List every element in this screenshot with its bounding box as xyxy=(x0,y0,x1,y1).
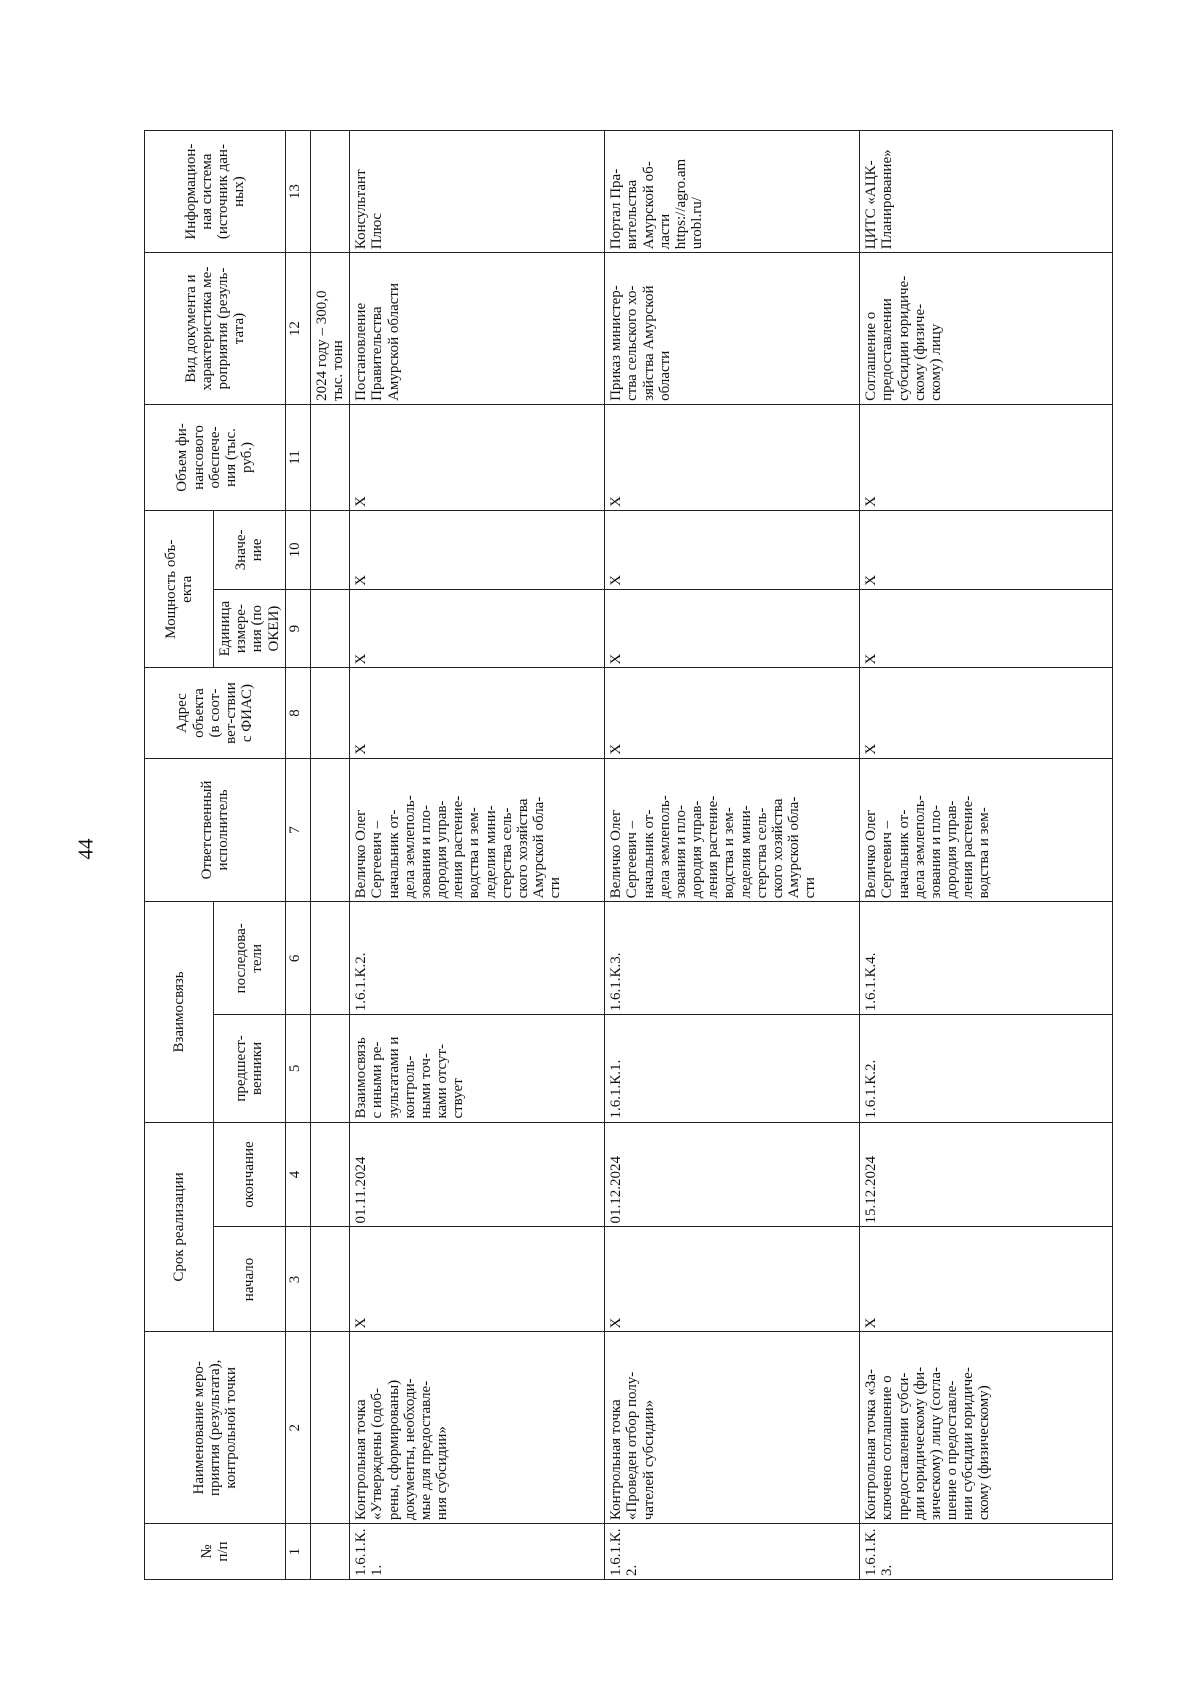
cell-doc-type: Постановление Правительства Амурской области xyxy=(350,253,605,405)
column-number: 5 xyxy=(285,1015,310,1122)
header-row-1 xyxy=(145,131,214,1580)
column-number: 8 xyxy=(285,668,310,758)
header-cap-value: Значе- ние xyxy=(214,511,286,590)
header-num: № п/п xyxy=(145,1524,286,1580)
cell-address: X xyxy=(860,668,1113,758)
cell-end: 01.12.2024 xyxy=(605,1122,860,1227)
column-number: 1 xyxy=(285,1524,310,1580)
cell-next: 1.6.1.К.3. xyxy=(605,902,860,1015)
header-period-end: окончание xyxy=(214,1122,286,1227)
cell-responsible: Величко Олег Сергеевич – начальник от- дела землеполь- зования и пло- дородия управ- ления растение- водства и зем- леделия мини- стерства сель- ского хозяйства Амурской обла- сти xyxy=(350,758,605,902)
header-responsible: Ответственный исполнитель xyxy=(145,758,286,902)
cell-num: 1.6.1.К.2. xyxy=(605,1524,860,1580)
cell-responsible: Величко Олег Сергеевич – начальник от- дела землеполь- зования и пло- дородия управ- ления растение- водства и зем- леделия мини- стерства сель- ского хозяйства Амурской обла- сти xyxy=(605,758,860,902)
column-number: 13 xyxy=(285,131,310,253)
cell-name: Контрольная точка «За- ключено соглашение о предоставлении субси- дии юридическому (фи- зическому) лицу (согла- шение о предоставле- нии субсидии юридиче- скому (физическому) xyxy=(860,1332,1113,1524)
cell-info-system: Портал Пра- вительства Амурской об- ласти https://agro.am urobl.ru/ xyxy=(605,131,860,253)
cell-value: X xyxy=(605,511,860,590)
cell-responsible: Величко Олег Сергеевич – начальник от- дела землеполь- зования и пло- дородия управ- ления растение- водства и зем- xyxy=(860,758,1113,902)
cell-num: 1.6.1.К.3. xyxy=(860,1524,1113,1580)
table-row xyxy=(860,131,1113,1580)
cell-next: 1.6.1.К.4. xyxy=(860,902,1113,1015)
cell-unit: X xyxy=(860,589,1113,668)
column-number: 10 xyxy=(285,511,310,590)
table-row xyxy=(605,131,860,1580)
header-name: Наименование меро- приятия (результата), контрольной точки xyxy=(145,1332,286,1524)
cell-prev: 1.6.1.К.2. xyxy=(860,1015,1113,1122)
cell-info-system: ЦИТС «АЦК- Планирование» xyxy=(860,131,1113,253)
cell-doc-type: Соглашение о предоставлении субсидии юридиче- скому (физиче- скому) лицу xyxy=(860,253,1113,405)
cell-start: X xyxy=(350,1227,605,1332)
cell-prev: Взаимосвязь с иными ре- зультатами и контроль- ными точ- ками отсут- ствует xyxy=(350,1015,605,1122)
header-rel-next: последова- тели xyxy=(214,902,286,1015)
cell-info-system: Консультант Плюс xyxy=(350,131,605,253)
column-number: 4 xyxy=(285,1122,310,1227)
page-number: 44 xyxy=(73,838,98,860)
cell-num: 1.6.1.К.1. xyxy=(350,1524,605,1580)
cell-value: X xyxy=(860,511,1113,590)
cell-finance: X xyxy=(860,404,1113,510)
cell-doc-type: Приказ министер- ства сельского хо- зяйства Амурской области xyxy=(605,253,860,405)
cell-address: X xyxy=(605,668,860,758)
continuation-text: 2024 году – 300,0 тыс. тонн xyxy=(310,253,349,405)
header-relation: Взаимосвязь xyxy=(145,902,214,1122)
cell-prev: 1.6.1.К.1. xyxy=(605,1015,860,1122)
continuation-row xyxy=(310,131,349,1580)
rotated-table-container xyxy=(144,130,993,1580)
column-number: 7 xyxy=(285,758,310,902)
cell-unit: X xyxy=(605,589,860,668)
cell-name: Контрольная точка «Утверждены (одоб- рены, сформированы) документы, необходи- мые для предоставле- ния субсидии» xyxy=(350,1332,605,1524)
header-period: Срок реализации xyxy=(145,1122,214,1332)
cell-name: Контрольная точка «Проведен отбор полу- чателей субсидии» xyxy=(605,1332,860,1524)
header-capacity: Мощность объ- екта xyxy=(145,511,214,668)
column-number: 12 xyxy=(285,253,310,405)
plan-table xyxy=(144,130,1113,1580)
cell-address: X xyxy=(350,668,605,758)
cell-end: 01.11.2024 xyxy=(350,1122,605,1227)
header-doc-type: Вид документа и характеристика ме- роприятия (резуль- тата) xyxy=(145,253,286,405)
header-rel-prev: предшест- венники xyxy=(214,1015,286,1122)
cell-start: X xyxy=(860,1227,1113,1332)
cell-finance: X xyxy=(605,404,860,510)
cell-end: 15.12.2024 xyxy=(860,1122,1113,1227)
cell-next: 1.6.1.К.2. xyxy=(350,902,605,1015)
column-number: 9 xyxy=(285,589,310,668)
cell-finance: X xyxy=(350,404,605,510)
column-number: 6 xyxy=(285,902,310,1015)
column-number: 2 xyxy=(285,1332,310,1524)
header-finance: Объем фи- нансового обеспече- ния (тыс. руб.) xyxy=(145,404,286,510)
cell-value: X xyxy=(350,511,605,590)
header-period-start: начало xyxy=(214,1227,286,1332)
header-cap-unit: Единица измере- ния (по ОКЕИ) xyxy=(214,589,286,668)
header-info-system: Информацион- ная система (источник дан- ных) xyxy=(145,131,286,253)
cell-start: X xyxy=(605,1227,860,1332)
header-address: Адрес объекта (в соот- вет-ствии с ФИАС) xyxy=(145,668,286,758)
table-row xyxy=(350,131,605,1580)
cell-unit: X xyxy=(350,589,605,668)
column-number: 3 xyxy=(285,1227,310,1332)
column-number-row xyxy=(285,131,310,1580)
column-number: 11 xyxy=(285,404,310,510)
